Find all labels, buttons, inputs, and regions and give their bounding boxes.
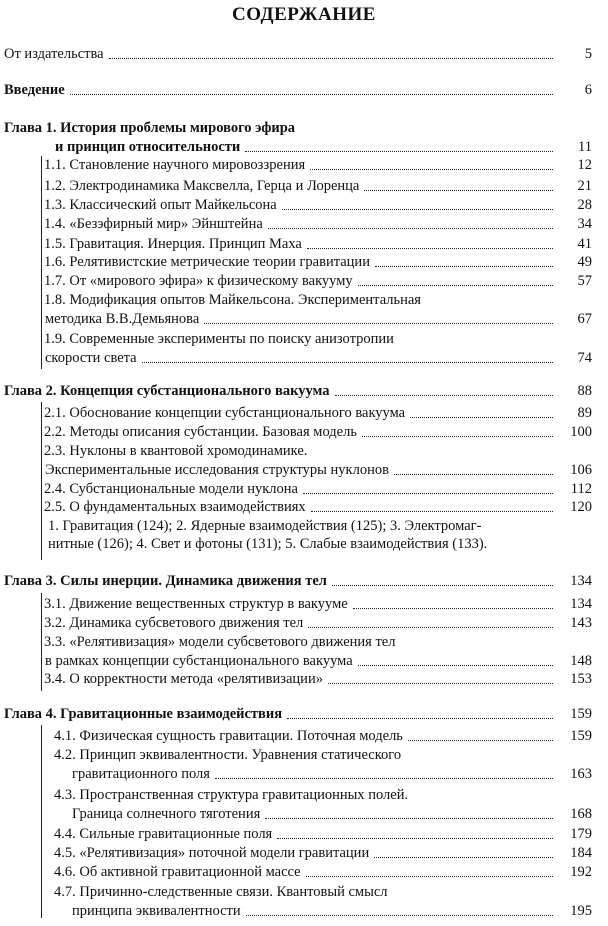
toc-entry-title: 2.1. Обоснование концепции субстанционального вакуума [44, 405, 406, 421]
toc-page-number: 159 [570, 728, 592, 744]
toc-entry-title: Введение [4, 82, 65, 98]
toc-entry[interactable] [44, 157, 558, 174]
toc-entry[interactable] [54, 864, 558, 881]
toc-entry[interactable] [44, 596, 558, 613]
toc-page-number: 21 [577, 178, 592, 194]
toc-entry[interactable] [45, 350, 558, 367]
toc-entry-first-line: 1.8. Модификация опытов Майкельсона. Экспериментальная [44, 292, 421, 308]
toc-entry[interactable] [45, 462, 558, 479]
toc-page-number: 100 [570, 424, 592, 440]
toc-entry-first-line: 2.3. Нуклоны в квантовой хромодинамике. [44, 443, 308, 459]
toc-entry[interactable] [54, 728, 558, 745]
toc-page-number: 67 [577, 311, 592, 327]
toc-entry-title: От издательства [4, 46, 104, 62]
toc-entry-title: Глава 2. Концепция субстанционального вакуума [4, 383, 330, 399]
toc-entry[interactable] [45, 653, 558, 670]
dot-leader [306, 876, 553, 877]
toc-entry-title: 1.6. Релятивистские метрические теории гравитации [44, 254, 370, 270]
toc-entry-title: 1.5. Гравитация. Инерция. Принцип Маха [44, 236, 302, 252]
toc-page-number: 192 [570, 864, 592, 880]
toc-page-number: 106 [570, 462, 592, 478]
toc-entry-title: 4.6. Об активной гравитационной массе [54, 864, 301, 880]
toc-subentry-line: нитные (126); 4. Свет и фотоны (131); 5. Слабые взаимодействия (133). [48, 536, 488, 552]
toc-entry-title: 1.2. Электродинамика Максвелла, Герца и Лоренца [44, 178, 360, 194]
dot-leader [410, 417, 553, 418]
toc-entry[interactable] [4, 706, 558, 723]
toc-entry-title: 4.5. «Релятивизация» поточной модели гравитации [54, 845, 370, 861]
toc-entry[interactable] [44, 236, 558, 253]
toc-entry[interactable] [44, 615, 558, 632]
toc-page-number: 120 [570, 499, 592, 515]
dot-leader [70, 94, 553, 95]
toc-entry[interactable] [4, 383, 558, 400]
dot-leader [358, 285, 553, 286]
toc-entry[interactable] [44, 481, 558, 498]
dot-leader [394, 474, 553, 475]
toc-page-number: 112 [570, 481, 592, 497]
toc-page-number: 12 [577, 157, 592, 173]
toc-entry-first-line: 4.3. Пространственная структура гравитационных полей. [54, 787, 409, 803]
toc-entry[interactable] [4, 82, 558, 99]
toc-page-number: 134 [570, 573, 592, 589]
toc-entry-title: Глава 4. Гравитационные взаимодействия [4, 706, 283, 722]
toc-page-number: 195 [570, 903, 592, 919]
toc-subentry-line: 1. Гравитация (124); 2. Ядерные взаимодействия (125); 3. Электромаг- [48, 518, 482, 534]
toc-entry-title: 1.3. Классический опыт Майкельсона [44, 197, 277, 213]
toc-entry[interactable] [44, 254, 558, 271]
toc-page-number: 34 [577, 216, 592, 232]
dot-leader [282, 209, 553, 210]
dot-leader [303, 493, 553, 494]
dot-leader [265, 818, 553, 819]
section-bar-ch3 [41, 593, 42, 691]
toc-entry-first-line: Глава 1. История проблемы мирового эфира [4, 120, 296, 136]
toc-entry[interactable] [55, 139, 558, 156]
toc-entry-title: 4.1. Физическая сущность гравитации. Поточная модель [54, 728, 403, 744]
toc-entry-title: Глава 3. Силы инерции. Динамика движения тел [4, 573, 327, 589]
toc-page-number: 5 [584, 46, 592, 62]
dot-leader [358, 665, 553, 666]
toc-entry[interactable] [44, 499, 558, 516]
toc-entry-title: 4.4. Сильные гравитационные поля [54, 826, 273, 842]
dot-leader [374, 857, 553, 858]
dot-leader [335, 395, 553, 396]
dot-leader [287, 718, 553, 719]
dot-leader [307, 248, 553, 249]
toc-entry-title: Граница солнечного тяготения [72, 806, 261, 822]
toc-entry[interactable] [44, 424, 558, 441]
dot-leader [310, 169, 553, 170]
toc-entry-title: 1.7. От «мирового эфира» к физическому вакууму [44, 273, 353, 289]
dot-leader [408, 740, 553, 741]
dot-leader [246, 915, 553, 916]
toc-page-number: 184 [570, 845, 592, 861]
toc-page-number: 179 [570, 826, 592, 842]
dot-leader [268, 228, 553, 229]
toc-entry[interactable] [4, 573, 558, 590]
dot-leader [215, 778, 553, 779]
toc-page-number: 148 [570, 653, 592, 669]
dot-leader [245, 151, 553, 152]
toc-entry-title: 2.2. Методы описания субстанции. Базовая модель [44, 424, 357, 440]
dot-leader [277, 838, 553, 839]
toc-entry[interactable] [44, 178, 558, 195]
dot-leader [308, 627, 553, 628]
toc-entry-title: 1.4. «Безэфирный мир» Эйнштейна [44, 216, 263, 232]
dot-leader [332, 585, 553, 586]
toc-entry[interactable] [44, 197, 558, 214]
toc-entry[interactable] [44, 216, 558, 233]
toc-entry[interactable] [72, 806, 558, 823]
toc-entry-title: 1.1. Становление научного мировоззрения [44, 157, 306, 173]
toc-entry-title: 2.4. Субстанциональные модели нуклона [44, 481, 298, 497]
toc-entry[interactable] [45, 311, 558, 328]
toc-entry-title: принципа эквивалентности [72, 903, 241, 919]
toc-entry[interactable] [4, 46, 558, 63]
toc-entry-title: 2.5. О фундаментальных взаимодействиях [44, 499, 306, 515]
toc-page-number: 28 [577, 197, 592, 213]
toc-entry-first-line: 3.3. «Релятивизация» модели субсветового движения тел [44, 634, 396, 650]
toc-page-number: 41 [577, 236, 592, 252]
toc-entry-title: 3.1. Движение вещественных структур в вакууме [44, 596, 348, 612]
dot-leader [353, 608, 553, 609]
toc-page-number: 74 [577, 350, 592, 366]
dot-leader [362, 436, 553, 437]
toc-entry-first-line: 4.7. Причинно-следственные связи. Квантовый смысл [54, 884, 388, 900]
toc-entry-first-line: 1.9. Современные эксперименты по поиску анизотропии [44, 331, 394, 347]
toc-page-number: 57 [577, 273, 592, 289]
toc-page-number: 168 [570, 806, 592, 822]
toc-page-number: 163 [570, 766, 592, 782]
toc-entry[interactable] [72, 903, 558, 920]
toc-entry[interactable] [44, 273, 558, 290]
dot-leader [375, 266, 553, 267]
dot-leader [204, 323, 553, 324]
toc-entry-title: гравитационного поля [72, 766, 210, 782]
toc-entry-first-line: 4.2. Принцип эквивалентности. Уравнения статического [54, 747, 402, 763]
toc-entry-title: 3.2. Динамика субсветового движения тел [44, 615, 304, 631]
section-bar-ch2 [41, 402, 42, 560]
toc-entry[interactable] [72, 766, 558, 783]
dot-leader [311, 511, 553, 512]
toc-entry[interactable] [54, 826, 558, 843]
toc-entry[interactable] [54, 845, 558, 862]
toc-entry[interactable] [44, 405, 558, 422]
toc-page-number: 11 [578, 139, 592, 155]
toc-entry-title: скорости света [45, 350, 137, 366]
toc-entry-title: методика В.В.Демьянова [45, 311, 200, 327]
toc-entry[interactable] [44, 671, 558, 688]
toc-page-number: 143 [570, 615, 592, 631]
toc-page-number: 89 [577, 405, 592, 421]
dot-leader [142, 362, 553, 363]
section-bar-ch4 [41, 725, 42, 918]
toc-entry-title: Экспериментальные исследования структуры нуклонов [45, 462, 389, 478]
dot-leader [328, 683, 553, 684]
toc-page-number: 49 [577, 254, 592, 270]
toc-entry-title: 3.4. О корректности метода «релятивизации» [44, 671, 323, 687]
page-title: СОДЕРЖАНИЕ [232, 4, 376, 25]
toc-page-number: 134 [570, 596, 592, 612]
section-bar-ch1 [41, 156, 42, 369]
toc-page-number: 6 [584, 82, 592, 98]
toc-page-number: 159 [570, 706, 592, 722]
toc-page-number: 153 [570, 671, 592, 687]
toc-entry-title: и принцип относительности [55, 139, 241, 155]
toc-page-number: 88 [577, 383, 592, 399]
toc-entry-title: в рамках концепции субстанционального вакуума [45, 653, 353, 669]
dot-leader [109, 58, 553, 59]
dot-leader [364, 190, 553, 191]
